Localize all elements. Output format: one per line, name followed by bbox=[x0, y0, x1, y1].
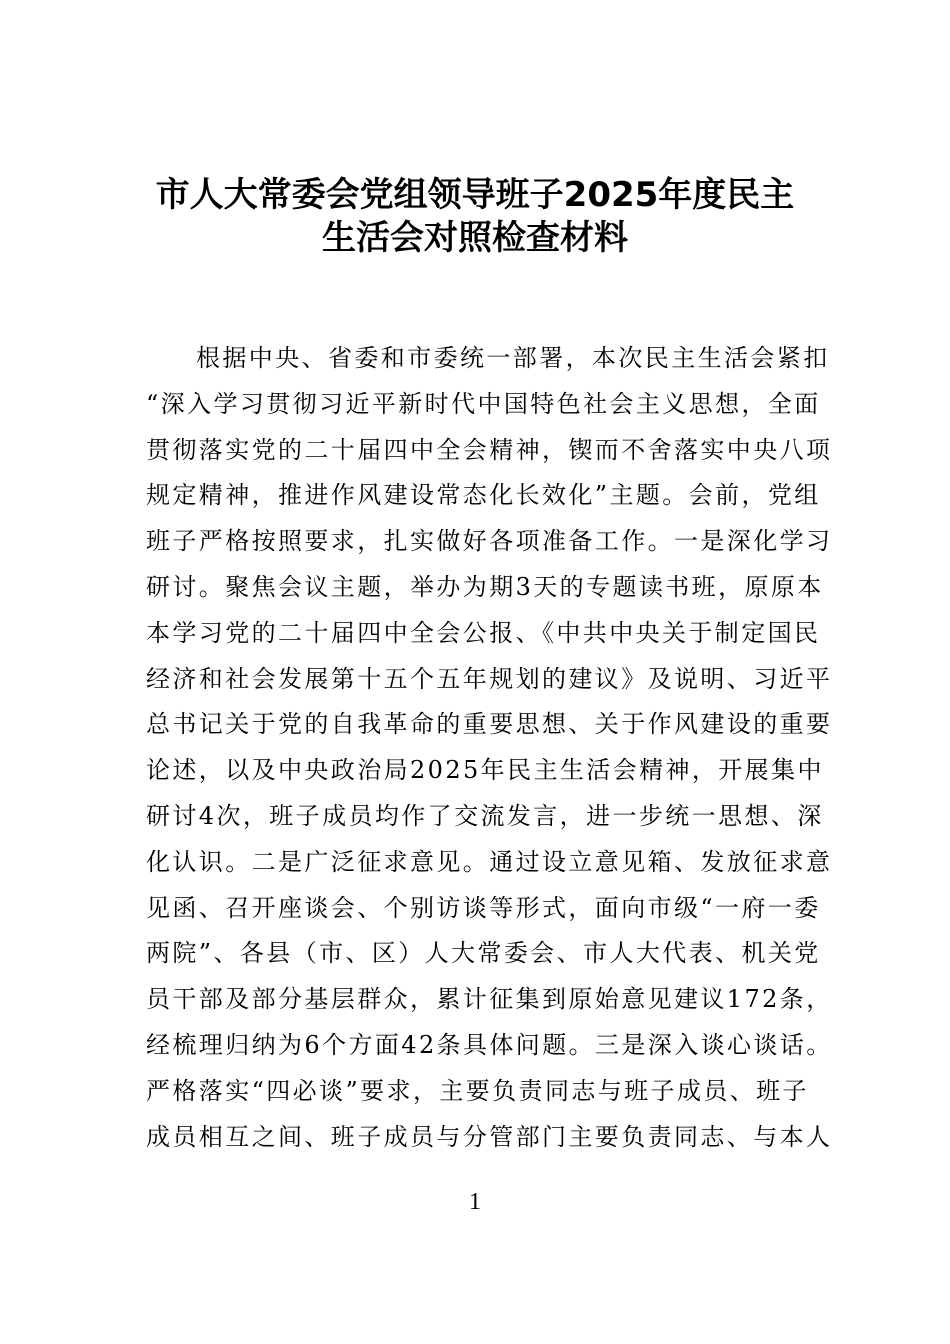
document-title-line-1: 市人大常委会党组领导班子2025年度民主 bbox=[155, 175, 795, 215]
body-line: 员干部及部分基层群众，累计征集到原始意见建议172条， bbox=[146, 985, 833, 1014]
body-line: 经济和社会发展第十五个五年规划的建议》及说明、习近平 bbox=[146, 664, 833, 693]
body-line: 成员相互之间、班子成员与分管部门主要负责同志、与本人 bbox=[146, 1122, 833, 1151]
document-body bbox=[146, 336, 866, 1160]
body-line: 论述，以及中央政治局2025年民主生活会精神，开展集中 bbox=[146, 756, 824, 785]
body-line: 本学习党的二十届四中全会公报、《中共中央关于制定国民 bbox=[146, 618, 821, 647]
body-line: 总书记关于党的自我革命的重要思想、关于作风建设的重要 bbox=[146, 710, 833, 739]
body-line: 规定精神，推进作风建设常态化长效化”主题。会前，党组 bbox=[146, 481, 821, 510]
body-line: 班子严格按照要求，扎实做好各项准备工作。一是深化学习 bbox=[146, 527, 833, 556]
document-title-line-2: 生活会对照检查材料 bbox=[322, 218, 628, 258]
body-line: 两院”、各县（市、区）人大常委会、市人大代表、机关党 bbox=[146, 939, 821, 968]
body-line: 严格落实“四必谈”要求，主要负责同志与班子成员、班子 bbox=[146, 1076, 809, 1105]
body-line: 化认识。二是广泛征求意见。通过设立意见箱、发放征求意 bbox=[146, 847, 833, 876]
body-line: 研讨4次，班子成员均作了交流发言，进一步统一思想、深 bbox=[146, 801, 824, 830]
body-line: 根据中央、省委和市委统一部署，本次民主生活会紧扣 bbox=[196, 344, 830, 372]
body-line: “深入学习贯彻习近平新时代中国特色社会主义思想，全面 bbox=[146, 389, 821, 418]
body-line: 经梳理归纳为6个方面42条具体问题。三是深入谈心谈话。 bbox=[146, 1030, 833, 1059]
body-line: 见函、召开座谈会、个别访谈等形式，面向市级“一府一委 bbox=[146, 893, 821, 922]
page-number: 1 bbox=[469, 1189, 481, 1215]
body-line: 贯彻落实党的二十届四中全会精神，锲而不舍落实中央八项 bbox=[146, 435, 833, 464]
body-line: 研讨。聚焦会议主题，举办为期3天的专题读书班，原原本 bbox=[146, 572, 824, 601]
